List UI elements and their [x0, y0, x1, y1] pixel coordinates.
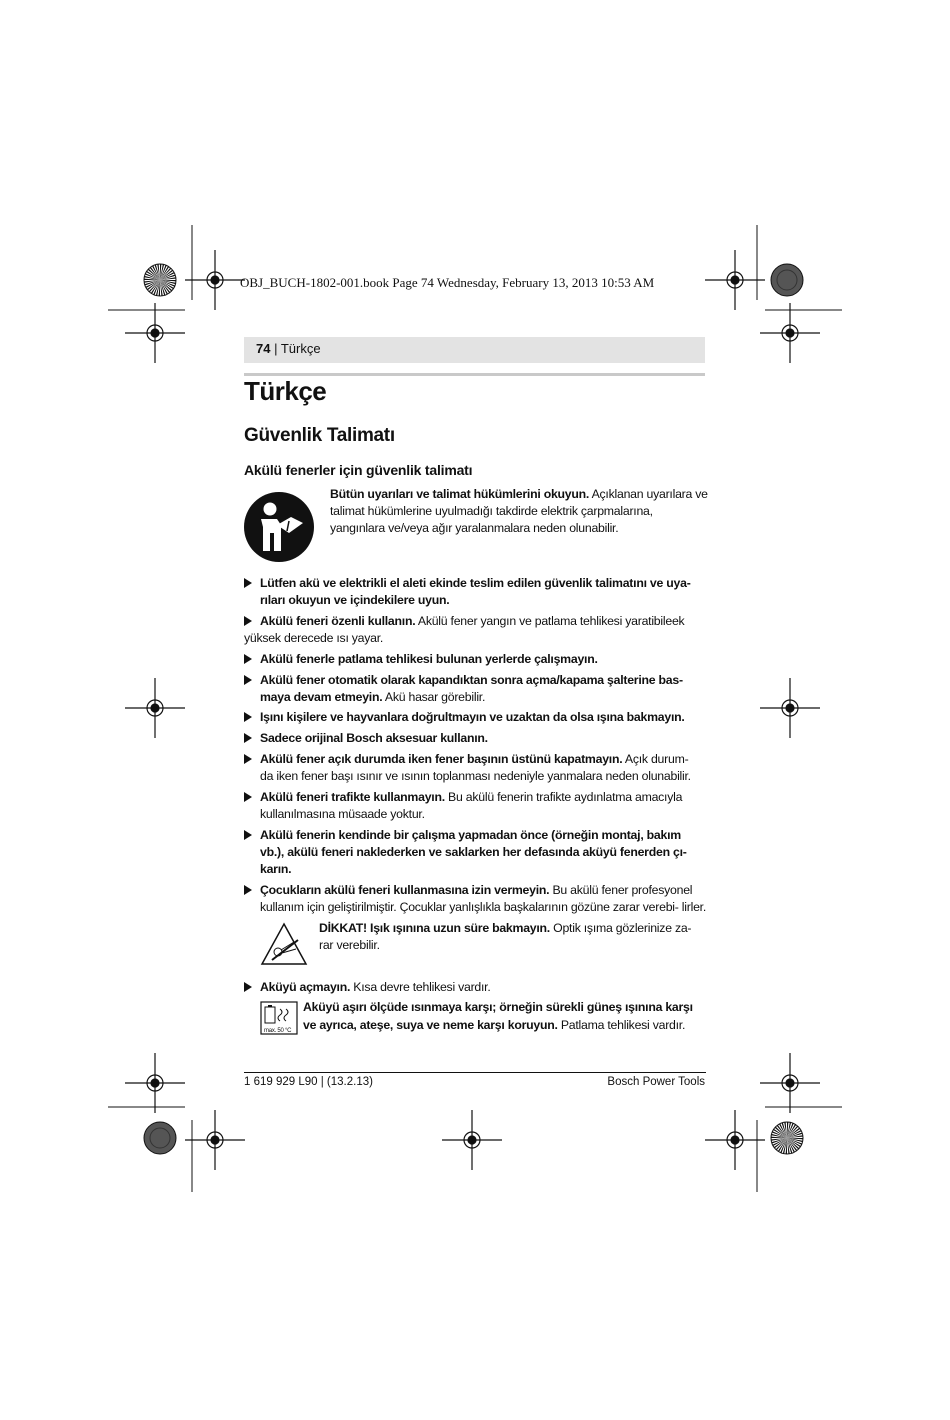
registration-mark-icon [125, 303, 185, 363]
list-item: Akülü feneri özenli kullanın. Akülü fener yangın ve patlama tehlikesi yaratibileek yüksek derecede ısı yayar. [244, 613, 685, 646]
subsection-title: Akülü fenerler için güvenlik talimatı [244, 462, 473, 478]
star-target-icon [144, 264, 176, 296]
list-item: Akülü feneri trafikte kullanmayın. Bu akülü fenerin trafikte aydınlatma amacıyla kullanılmasına müsaade yoktur. [244, 789, 706, 823]
header-language: Türkçe [280, 341, 321, 356]
registration-mark-icon [442, 1110, 502, 1170]
footer-rule [244, 1072, 706, 1073]
bullet-arrow-icon [244, 830, 252, 840]
intro-bold: Bütün uyarıları ve talimat hükümlerini okuyun. [330, 487, 590, 501]
bullet-arrow-icon [244, 616, 252, 626]
read-manual-icon [243, 491, 315, 563]
footer-brand: Bosch Power Tools [607, 1076, 705, 1088]
list-item: Çocukların akülü feneri kullanmasına izin vermeyin. Bu akülü fener profesyonel kullanım için geliştirilmiştir. Çocuklar yanlışlıkla başkalarının gözüne zarar verebi- lirler. [244, 882, 706, 916]
running-header [244, 337, 705, 363]
registration-mark-icon [185, 250, 245, 310]
print-slug: OBJ_BUCH-1802-001.book Page 74 Wednesday, February 13, 2013 10:53 AM [240, 275, 655, 290]
list-item: Lütfen akü ve elektrikli el aleti ekinde teslim edilen güvenlik talimatını ve uya- rıları okuyun ve içindekilere uyun. [244, 575, 706, 609]
section-title: Güvenlik Talimatı [244, 425, 395, 446]
list-item: Sadece orijinal Bosch aksesuar kullanın. [244, 730, 706, 747]
registration-mark-icon [185, 1110, 245, 1170]
safety-list [244, 575, 706, 1037]
list-item: Akülü fenerin kendinde bir çalışma yapmadan önce (örneğin montaj, bakım vb.), akülü feneri naklederken ve saklarken her defasında aküyü fenerden çı- karın. [244, 827, 706, 879]
bullet-arrow-icon [244, 712, 252, 722]
caution-block [244, 920, 706, 974]
heat-icon-label: max. 50 °C [264, 1028, 292, 1035]
caution-text: DİKKAT! Işık ışınına uzun süre bakmayın. Optik ışıma gözlerinize za- rar verebilir. [319, 920, 692, 952]
list-item: Işını kişilere ve hayvanlara doğrultmayın ve uzaktan da olsa ışına bakmayın. [244, 709, 706, 726]
star-target-icon [771, 1122, 803, 1154]
bullet-arrow-icon [244, 982, 252, 992]
registration-mark-icon [125, 678, 185, 738]
footer-doc-number: 1 619 929 L90 | (13.2.13) [244, 1076, 373, 1088]
registration-mark-icon [760, 303, 820, 363]
header-separator: | [270, 341, 281, 356]
intro-text: Açıklanan uyarılara ve talimat hükümlerine uyulmadığı takdirde elektrik çarpmalarına, yangınlara ve/veya ağır yaralanmalara neden olunabilir. [330, 487, 708, 536]
bullet-arrow-icon [244, 754, 252, 764]
bullet-arrow-icon [244, 733, 252, 743]
star-target-icon [144, 1122, 176, 1154]
bullet-arrow-icon [244, 792, 252, 802]
bullet-arrow-icon [244, 675, 252, 685]
heat-warning-block [244, 999, 706, 1037]
battery-heat-warning-icon [260, 1001, 298, 1035]
registration-mark-icon [760, 1053, 820, 1113]
bullet-arrow-icon [244, 885, 252, 895]
registration-mark-icon [705, 1110, 765, 1170]
registration-mark-icon [125, 1053, 185, 1113]
registration-mark-icon [705, 250, 765, 310]
list-item: Akülü fenerle patlama tehlikesi bulunan yerlerde çalışmayın. [244, 651, 706, 668]
no-staring-at-beam-icon [260, 922, 308, 966]
list-item: Akülü fener açık durumda iken fener başının üstünü kapatmayın. Açık durum- da iken fener başı ısınır ve ısının toplanması nedeniyle yanmalara neden olunabilir. [244, 751, 706, 785]
list-item: Akülü fener otomatik olarak kapandıktan sonra açma/kapama şalterine bas- maya devam etmeyin. Akü hasar görebilir. [244, 672, 706, 706]
heat-warning-text: Aküyü aşırı ölçüde ısınmaya karşı; örneğin sürekli güneş ışınına karşı ve ayrıca, ateşe, suya ve neme karşı koruyun. Patlama tehlikesi vardır. [303, 1000, 693, 1032]
bullet-arrow-icon [244, 578, 252, 588]
list-item: Aküyü açmayın. Kısa devre tehlikesi vardır. [244, 979, 706, 996]
bullet-arrow-icon [244, 654, 252, 664]
page-number: 74 [256, 341, 271, 356]
intro-paragraph [330, 486, 708, 538]
star-target-icon [771, 264, 803, 296]
registration-mark-icon [760, 678, 820, 738]
page-title: Türkçe [244, 376, 327, 406]
